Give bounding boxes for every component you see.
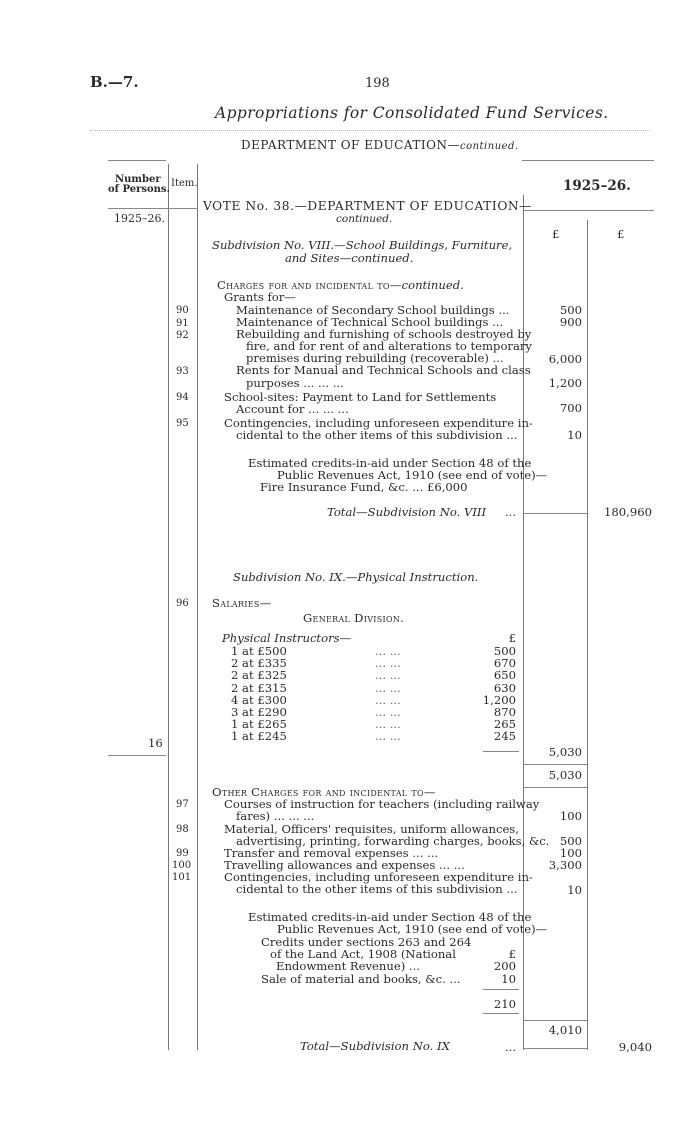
pound-sign-col2: £ — [617, 227, 625, 241]
header-rule — [90, 130, 650, 131]
sub8-credits-line2: Public Revenues Act, 1910 (see end of vote)— — [277, 468, 548, 482]
sub8-charges-continued: continued. — [401, 278, 464, 292]
salaries-carried-rule — [524, 787, 587, 788]
salary-row-amount: 500 — [493, 644, 516, 658]
item-amount: 1,200 — [548, 376, 582, 390]
item-description-cont: fares) ... ... ... — [236, 809, 315, 823]
other-charges-total: 4,010 — [548, 1023, 582, 1037]
rule-header-amounts — [524, 210, 654, 211]
sub9-credits-total: 210 — [493, 997, 516, 1011]
item-amount: 3,300 — [548, 858, 582, 872]
department-continued: continued. — [459, 141, 519, 152]
salary-row-amount: 650 — [493, 668, 516, 682]
other-charges-heading: Other Charges for and incidental to— — [212, 785, 436, 799]
item-amount: 10 — [567, 428, 582, 442]
item-amount: 100 — [559, 846, 582, 860]
other-total-rule — [524, 1020, 587, 1021]
item-description-cont: fire, and for rent of and alterations to temporary — [246, 339, 532, 353]
col-rule-item-right — [197, 164, 198, 1050]
header-of-persons: of Persons. — [108, 184, 171, 195]
salaries-pound: £ — [508, 631, 516, 645]
salaries-total-rule — [524, 764, 587, 765]
salary-row-leader: ... ... — [375, 644, 401, 658]
item-number: 95 — [176, 418, 189, 429]
salary-row-amount: 630 — [493, 681, 516, 695]
salary-row-label: 1 at £245 — [231, 729, 287, 743]
salary-row-leader: ... ... — [375, 705, 401, 719]
item-number: 93 — [176, 366, 189, 377]
item-amount: 500 — [559, 303, 582, 317]
item-description-cont: cidental to the other items of this subdivision ... — [236, 428, 518, 442]
sub9-credits-rule — [483, 989, 519, 990]
sub9-total-label: Total—Subdivision No. IX — [300, 1039, 450, 1053]
item-amount: 500 — [559, 834, 582, 848]
sub9-credits-line1: Estimated credits-in-aid under Section 48 of the — [248, 910, 532, 924]
item-amount: 100 — [559, 809, 582, 823]
page-title: Appropriations for Consolidated Fund Services. — [215, 104, 609, 122]
sub8-credits-line1: Estimated credits-in-aid under Section 48 of the — [248, 456, 532, 470]
item-number: 94 — [176, 392, 189, 403]
item-amount: 700 — [559, 401, 582, 415]
salary-row-leader: ... ... — [375, 681, 401, 695]
document-ref: B.—7. — [90, 73, 139, 91]
item-description-cont: premises during rebuilding (recoverable) ... — [246, 351, 504, 365]
item-description: Transfer and removal expenses ... ... — [224, 846, 439, 860]
col-rule-amount-2 — [587, 220, 588, 1050]
salary-row-label: 2 at £335 — [231, 656, 287, 670]
item-number: 98 — [176, 824, 189, 835]
salary-row-leader: ... ... — [375, 668, 401, 682]
item-description: Maintenance of Secondary School buildings ... — [236, 303, 510, 317]
sub9-total-dots: ... — [505, 1040, 517, 1054]
general-division: General Division. — [303, 611, 405, 625]
item-number: 91 — [176, 318, 189, 329]
sub8-charges-label: Charges for and incidental to— — [217, 278, 402, 292]
salary-row-label: 1 at £500 — [231, 644, 287, 658]
salary-row-label: 3 at £290 — [231, 705, 287, 719]
page-number: 198 — [365, 76, 390, 91]
item-description: Contingencies, including unforeseen expenditure in- — [224, 416, 533, 430]
item-description: Rents for Manual and Technical Schools and class — [236, 363, 531, 377]
item-description-cont: purposes ... ... ... — [246, 376, 344, 390]
col-rule-item-left — [168, 164, 169, 1050]
item-amount: 10 — [567, 883, 582, 897]
sub8-total-rule — [524, 513, 587, 514]
department-heading — [241, 139, 519, 153]
salary-row-label: 1 at £265 — [231, 717, 287, 731]
item-description: Material, Officers' requisites, uniform allowances, — [224, 822, 519, 836]
sub9-credits-line3: Credits under sections 263 and 264 — [261, 935, 472, 949]
salaries-total-carried: 5,030 — [548, 768, 582, 782]
sub8-total-dots: ... — [505, 505, 517, 519]
item-number: 99 — [176, 848, 189, 859]
sub8-heading-line1: Subdivision No. VIII.—School Buildings, Furniture, — [212, 238, 513, 252]
sub9-credits-line5: Endowment Revenue) ... — [276, 959, 420, 973]
pound-sign-col1: £ — [552, 227, 560, 241]
year-label-right: 1925–26. — [563, 178, 631, 194]
item-description: Travelling allowances and expenses ... ... — [224, 858, 465, 872]
sub8-total-value: 180,960 — [604, 505, 652, 519]
rule-header-persons — [108, 208, 198, 209]
item-number: 90 — [176, 305, 189, 316]
header-number: Number — [115, 174, 161, 185]
sub9-credits-line4: of the Land Act, 1908 (National — [270, 947, 456, 961]
sub8-total-label: Total—Subdivision No. VIII — [327, 505, 487, 519]
vote-title: VOTE No. 38.—DEPARTMENT OF EDUCATION— — [203, 199, 532, 213]
salary-row-amount: 245 — [493, 729, 516, 743]
item-amount: 900 — [559, 315, 582, 329]
item-description-cont: cidental to the other items of this subdivision ... — [236, 882, 518, 896]
item-description: Courses of instruction for teachers (including railway — [224, 797, 540, 811]
salary-row-leader: ... ... — [375, 693, 401, 707]
header-item: Item. — [171, 178, 198, 189]
persons-rule — [108, 755, 166, 756]
salary-row-leader: ... ... — [375, 729, 401, 743]
grants-for: Grants for— — [224, 290, 296, 304]
salaries-sum-rule — [483, 751, 519, 752]
salary-row-label: 4 at £300 — [231, 693, 287, 707]
vote-continued: continued. — [336, 213, 393, 225]
year-label-left: 1925–26. — [114, 212, 165, 225]
salary-row-amount: 870 — [493, 705, 516, 719]
item-number: 101 — [172, 872, 192, 883]
item-description-cont: advertising, printing, forwarding charges, books, &c. — [236, 834, 550, 848]
instructors-label: Physical Instructors— — [222, 631, 352, 645]
salary-row-label: 2 at £315 — [231, 681, 287, 695]
item-number: 92 — [176, 330, 189, 341]
salary-row-amount: 1,200 — [482, 693, 516, 707]
item-number: 96 — [176, 598, 189, 609]
sub9-credits-amount-1: 200 — [493, 959, 516, 973]
sub9-credits-amount-2: 10 — [501, 972, 516, 986]
sub9-total-value: 9,040 — [618, 1040, 652, 1054]
sub9-total-rule — [524, 1048, 587, 1049]
persons-count: 16 — [148, 736, 163, 750]
salary-row-leader: ... ... — [375, 717, 401, 731]
item-description: Rebuilding and furnishing of schools destroyed by — [236, 327, 532, 341]
salary-row-amount: 265 — [493, 717, 516, 731]
sub9-heading: Subdivision No. IX.—Physical Instruction. — [233, 570, 479, 584]
sub9-credits-line6: Sale of material and books, &c. ... — [261, 972, 461, 986]
item-number: 100 — [172, 860, 192, 871]
item-description: School-sites: Payment to Land for Settlements — [224, 390, 497, 404]
sub8-heading-line2: and Sites—continued. — [285, 251, 414, 265]
rule-top-persons — [108, 160, 166, 161]
sub9-credits-line2: Public Revenues Act, 1910 (see end of vote)— — [277, 922, 548, 936]
salaries-total: 5,030 — [548, 745, 582, 759]
sub8-credits-line3: Fire Insurance Fund, &c. ... £6,000 — [260, 480, 468, 494]
item-description: Contingencies, including unforeseen expenditure in- — [224, 870, 533, 884]
item-amount: 6,000 — [548, 352, 582, 366]
salary-row-amount: 670 — [493, 656, 516, 670]
salaries-heading: Salaries— — [212, 596, 272, 610]
salary-row-leader: ... ... — [375, 656, 401, 670]
rule-top-amounts — [522, 160, 654, 161]
item-description-cont: Account for ... ... ... — [236, 402, 349, 416]
sub9-credits-pound: £ — [508, 947, 516, 961]
item-number: 97 — [176, 799, 189, 810]
salary-row-label: 2 at £325 — [231, 668, 287, 682]
item-description: Maintenance of Technical School buildings ... — [236, 315, 504, 329]
sub9-credits-rule-2 — [483, 1013, 519, 1014]
department-name: DEPARTMENT OF EDUCATION— — [241, 138, 460, 152]
